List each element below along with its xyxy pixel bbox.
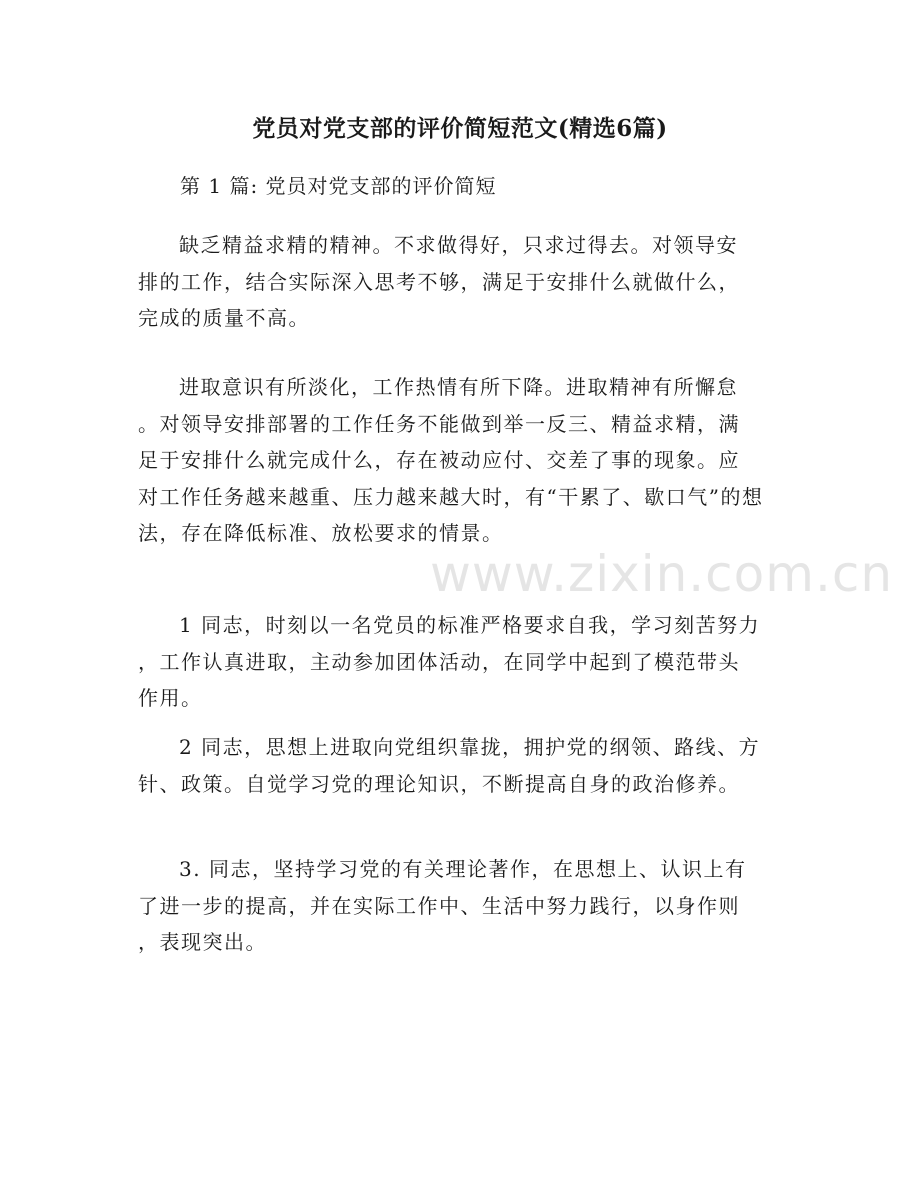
paragraph-line: 排的工作，结合实际深入思考不够，满足于安排什么就做什么， [138, 269, 740, 294]
paragraph-4 [138, 729, 788, 802]
paragraph-1 [138, 227, 788, 337]
paragraph-line: 进取意识有所淡化，工作热情有所下降。进取精神有所懈怠 [179, 375, 738, 399]
paragraph-line: 足于安排什么就完成什么，存在被动应付、交差了事的现象。应 [138, 448, 740, 472]
paragraph-line: 对工作任务越来越重、压力越来越大时，有“干累了、歇口气”的想 [138, 484, 764, 509]
paragraph-line: 法，存在降低标准、放松要求的情景。 [138, 521, 504, 545]
paragraph-line: 完成的质量不高。 [138, 306, 310, 330]
document-title: 党员对党支部的评价简短范文(精选6篇) [252, 115, 668, 142]
paragraph-line: 针、政策。自觉学习党的理论知识，不断提高自身的政治修养。 [138, 771, 740, 796]
paragraph-line: ，表现突出。 [138, 930, 267, 954]
paragraph-line: 缺乏精益求精的精神。不求做得好，只求过得去。对领导安 [179, 233, 738, 257]
paragraph-5 [138, 851, 788, 961]
section-heading: 第 1 篇: 党员对党支部的评价简短 [180, 174, 497, 198]
paragraph-line: 作用。 [138, 686, 203, 710]
paragraph-line: 2 同志，思想上进取向党组织靠拢，拥护党的纲领、路线、方 [179, 735, 761, 759]
paragraph-2 [138, 369, 788, 552]
paragraph-3 [138, 607, 788, 717]
paragraph-line: 。对领导安排部署的工作任务不能做到举一反三、精益求精，满 [138, 411, 740, 436]
paragraph-line: ，工作认真进取，主动参加团体活动，在同学中起到了模范带头 [138, 649, 740, 674]
watermark: www.zixin.com.cn [430, 545, 894, 603]
paragraph-line: 了进一步的提高，并在实际工作中、生活中努力践行，以身作则 [138, 893, 740, 918]
paragraph-line: 3. 同志，坚持学习党的有关理论著作，在思想上、认识上有 [179, 857, 747, 881]
paragraph-line: 1 同志，时刻以一名党员的标准严格要求自我，学习刻苦努力 [179, 613, 761, 637]
